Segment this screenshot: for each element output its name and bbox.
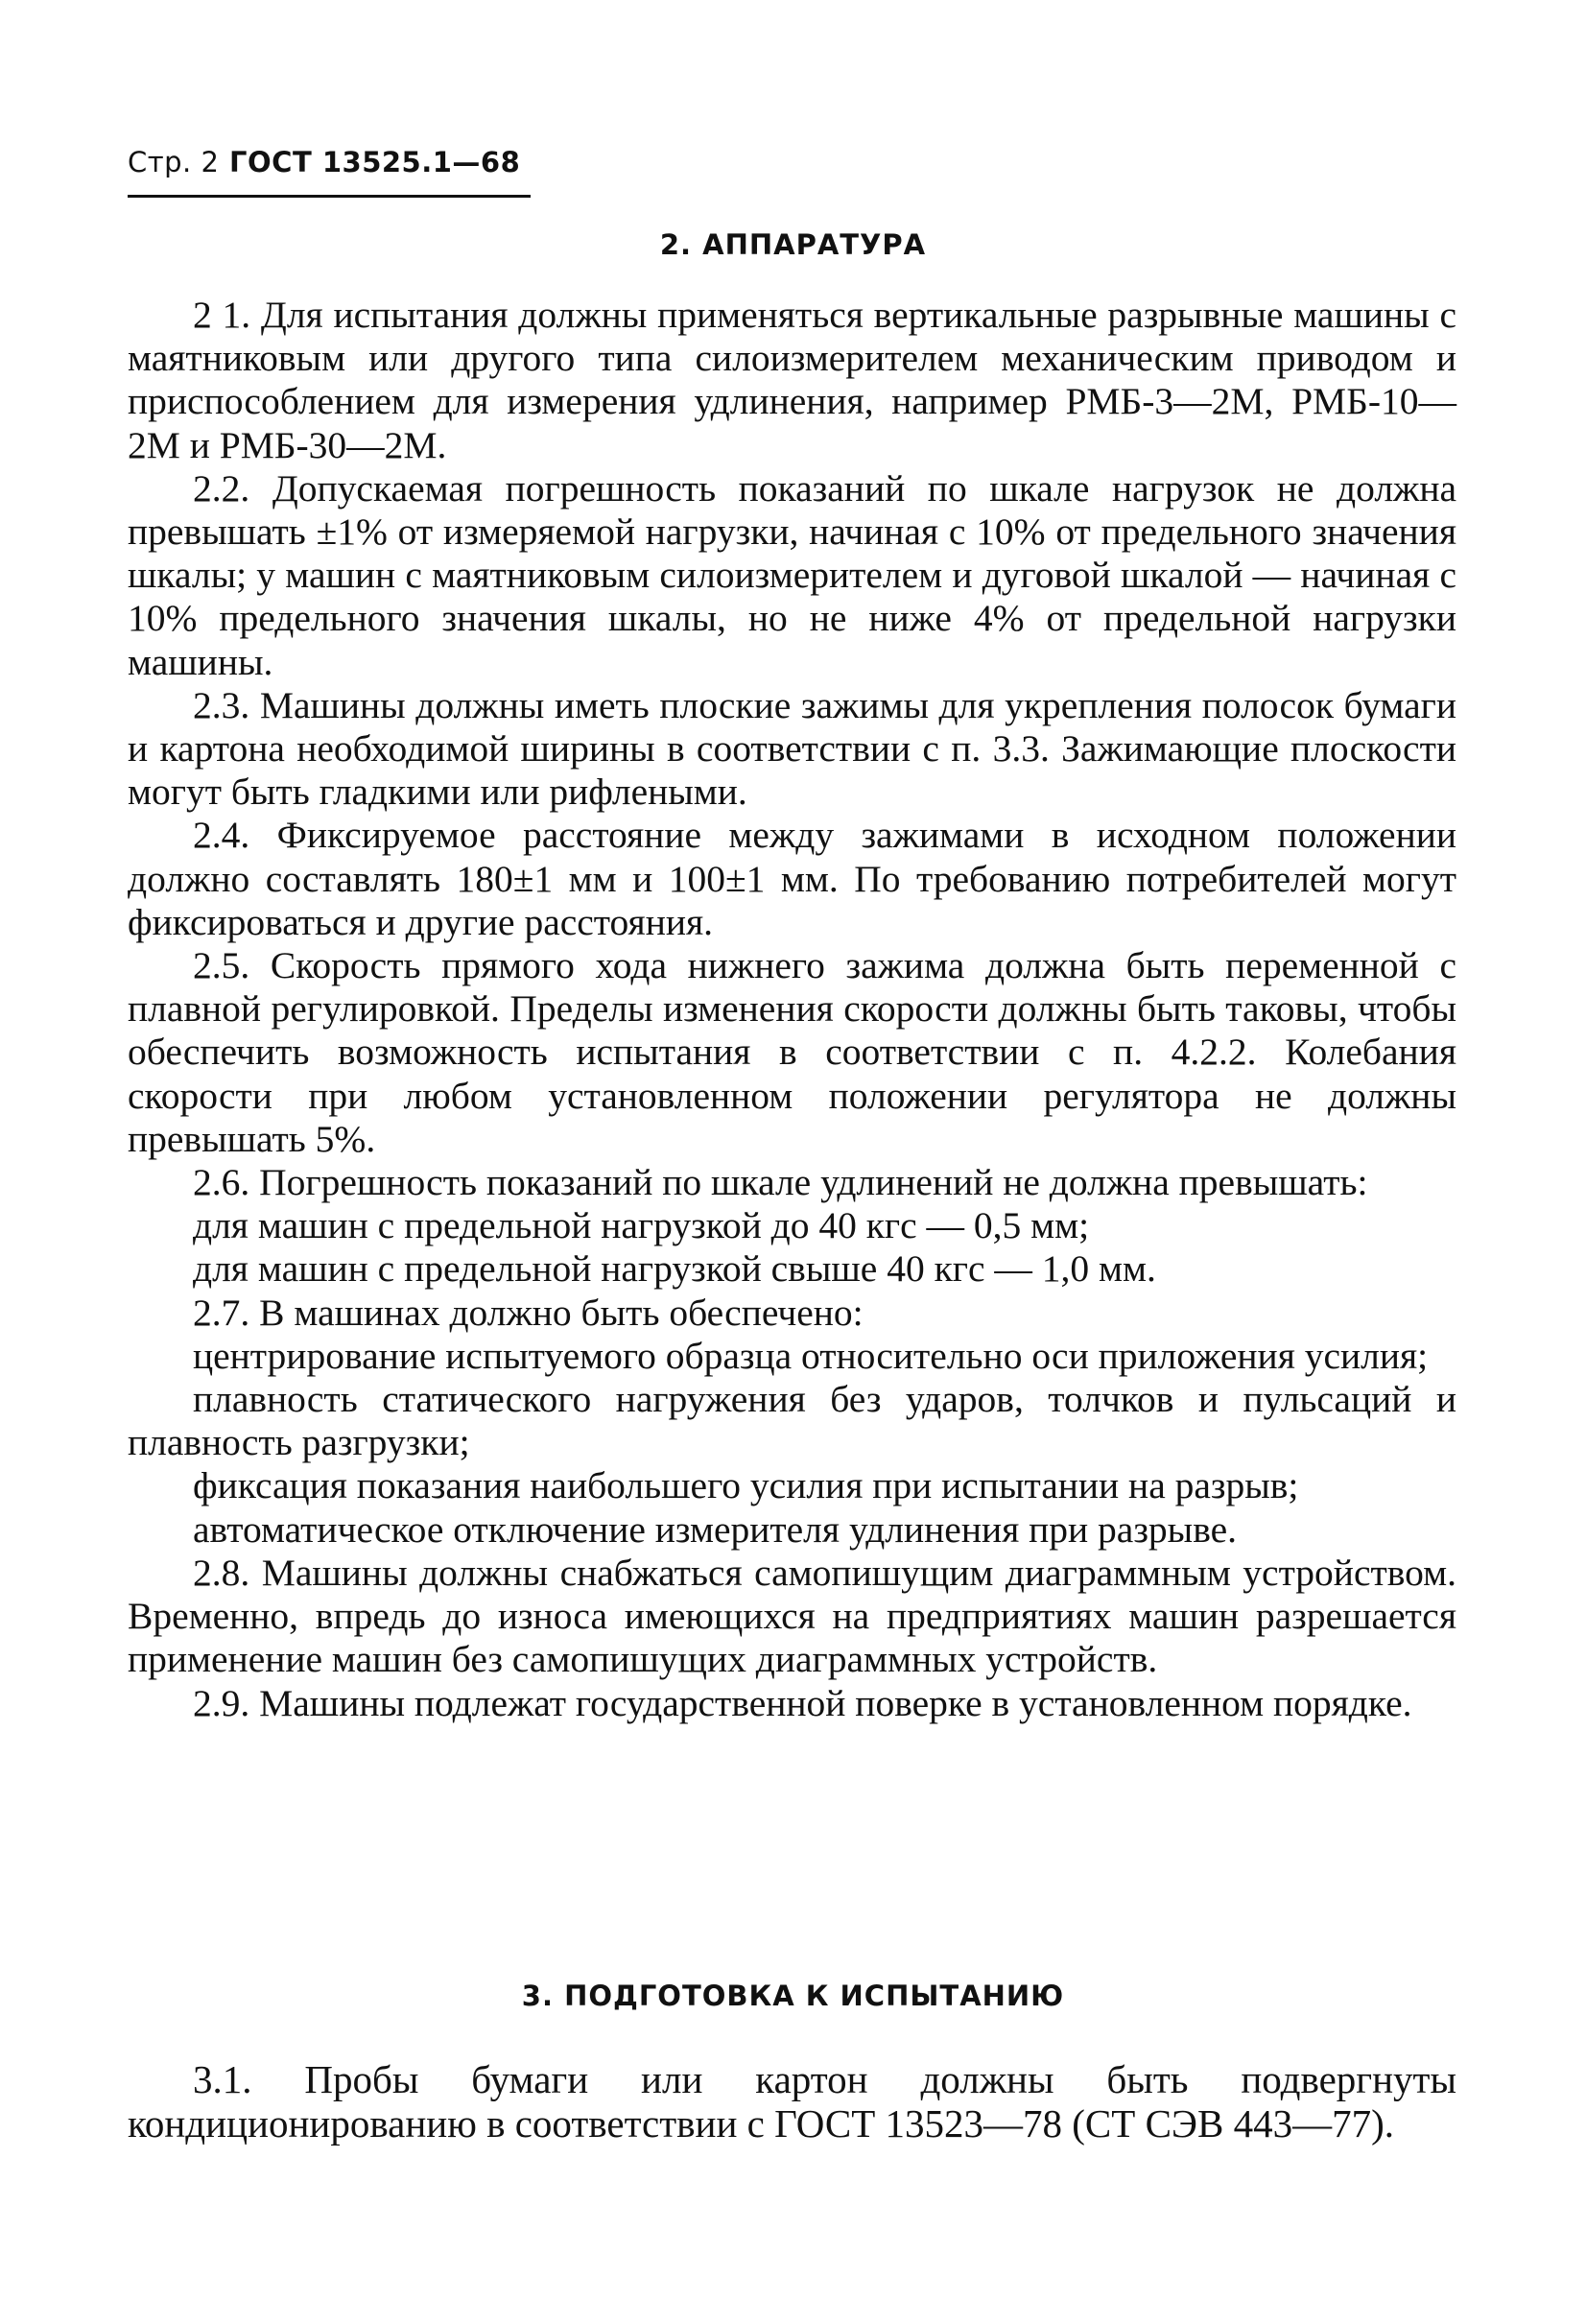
section-3-title: 3. ПОДГОТОВКА К ИСПЫТАНИЮ [521, 1980, 1065, 2012]
running-head [128, 146, 520, 178]
section-2-body [128, 294, 1456, 1725]
paragraph-2-8: 2.8. Машины должны снабжаться самопишущим диаграммным устройством. Временно, впредь до износа имеющихся на предприятиях машин разрешается применение машин без самопишущих диаграммных устройств. [128, 1551, 1456, 1681]
list-item-2-7-a: центрирование испытуемого образца относительно оси приложения усилия; [193, 1334, 1429, 1377]
list-item-2-6-b: для машин с предельной нагрузкой свыше 40 кгс — 1,0 мм. [193, 1247, 1156, 1291]
list-item-2-7-b: плавность статического нагружения без ударов, толчков и пульсаций и плавность разгрузки; [128, 1378, 1456, 1464]
list-item-2-7-d: автоматическое отключение измерителя удлинения при разрыве. [193, 1507, 1238, 1551]
list-item-2-6-a: для машин с предельной нагрузкой до 40 кгс — 0,5 мм; [193, 1204, 1090, 1247]
standard-number: ГОСТ 13525.1—68 [229, 146, 521, 178]
section-2-title: 2. АППАРАТУРА [659, 228, 927, 261]
paragraph-2-5: 2.5. Скорость прямого хода нижнего зажима должна быть переменной с плавной регулировкой. Пределы изменения скорости должны быть таковы, чтобы обеспечить возможность испытания в соответствии с п. 4.2.2. Колебания скорости при любом установленном положении регулятора не должны превышать 5%. [128, 944, 1456, 1160]
paragraph-2-1: 2 1. Для испытания должны применяться вертикальные разрывные машины с маятниковым или другого типа силоизмерителем механическим приводом и приспособлением для измерения удлинения, например РМБ-3—2М, РМБ-10—2М и РМБ-30—2М. [128, 294, 1456, 466]
paragraph-2-2: 2.2. Допускаемая погрешность показаний по шкале нагрузок не должна превышать ±1% от измеряемой нагрузки, начиная с 10% от предельного значения шкалы; у машин с маятниковым силоизмерителем и дуговой шкалой — начиная с 10% предельного значения шкалы, но не ниже 4% от предельной нагрузки машины. [128, 466, 1456, 683]
paragraph-2-3: 2.3. Машины должны иметь плоские зажимы для укрепления полосок бумаги и картона необходимой ширины в соответствии с п. 3.3. Зажимающие плоскости могут быть гладкими или рифлеными. [128, 683, 1456, 814]
header-rule [128, 195, 531, 198]
paragraph-2-9: 2.9. Машины подлежат государственной поверке в установленном порядке. [193, 1681, 1412, 1724]
paragraph-3-1: 3.1. Пробы бумаги или картон должны быть подвергнуты кондиционированию в соответствии с ГОСТ 13523—78 (СТ СЭВ 443—77). [128, 2057, 1456, 2146]
section-3-body [128, 2057, 1456, 2146]
paragraph-2-6: 2.6. Погрешность показаний по шкале удлинений не должна превышать: [193, 1161, 1368, 1204]
page-label: Стр. 2 [128, 146, 220, 178]
paragraph-2-4: 2.4. Фиксируемое расстояние между зажимами в исходном положении должно составлять 180±1 мм и 100±1 мм. По требованию потребителей могут фиксироваться и другие расстояния. [128, 814, 1456, 943]
paragraph-2-7: 2.7. В машинах должно быть обеспечено: [193, 1291, 864, 1334]
list-item-2-7-c: фиксация показания наибольшего усилия при испытании на разрыв; [193, 1464, 1299, 1507]
